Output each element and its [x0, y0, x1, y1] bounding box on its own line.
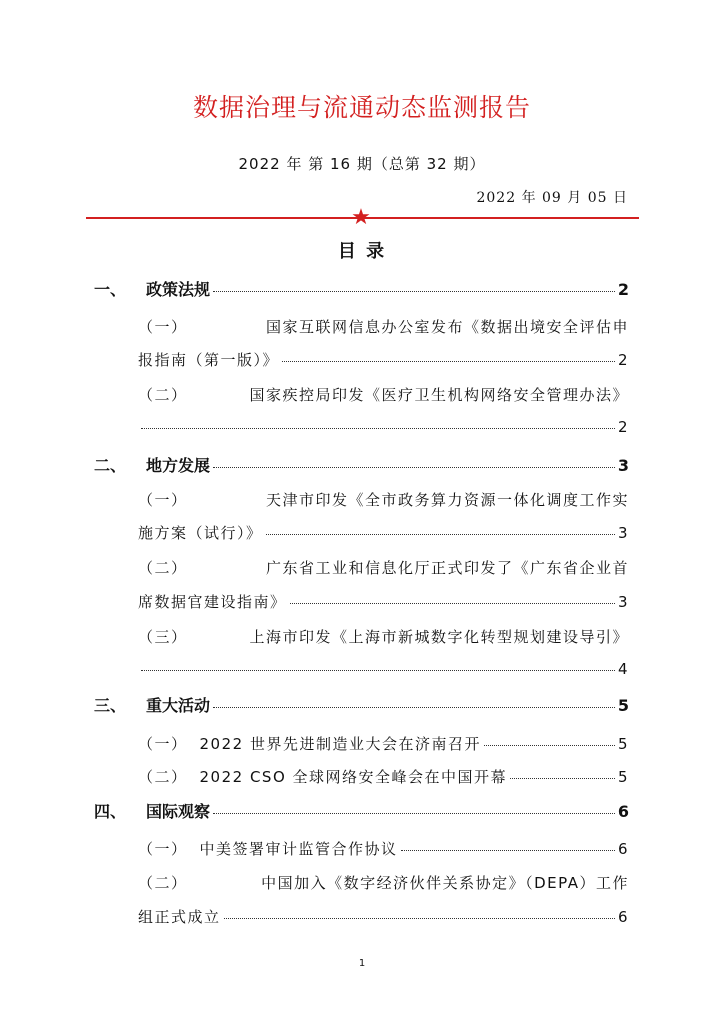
- section-title: 地方发展: [146, 456, 211, 475]
- section-title: 政策法规: [146, 280, 211, 299]
- item-title-line2: 席数据官建设指南》: [138, 593, 287, 611]
- section-number: 三、: [94, 696, 127, 715]
- item-title-line1: 天津市印发《全市政务算力资源一体化调度工作实: [265, 491, 629, 509]
- item-title: 中美签署审计监管合作协议: [199, 840, 398, 858]
- page-ref: 5: [617, 735, 629, 753]
- item-title-line1: 上海市印发《上海市新城数字化转型规划建设导引》: [249, 628, 629, 646]
- section-number: 一、: [94, 280, 127, 299]
- section-title: 国际观察: [146, 802, 211, 821]
- item-number: （二）: [138, 768, 188, 786]
- item-number: （一）: [138, 318, 188, 336]
- toc-item-2-2-cont[interactable]: [138, 591, 629, 612]
- toc-item-2-2[interactable]: [138, 557, 629, 578]
- leader-dots: [213, 291, 615, 292]
- toc-item-2-1-cont[interactable]: [138, 522, 629, 543]
- toc-section-3[interactable]: [94, 693, 629, 716]
- toc-item-1-2-cont[interactable]: [138, 418, 629, 436]
- page-ref: 5: [617, 768, 629, 786]
- page-ref: 2: [617, 418, 629, 436]
- page-ref: 2: [617, 351, 629, 369]
- leader-dots: [290, 603, 615, 604]
- toc-item-4-2[interactable]: [138, 872, 629, 893]
- toc-item-2-3-cont[interactable]: [138, 660, 629, 678]
- page-ref: 4: [617, 660, 629, 678]
- toc-section-1[interactable]: [94, 277, 629, 300]
- toc-item-3-1[interactable]: [138, 733, 629, 754]
- page-ref: 3: [617, 456, 629, 475]
- leader-dots: [141, 670, 615, 671]
- item-number: （三）: [138, 628, 188, 646]
- item-title-line1: 中国加入《数字经济伙伴关系协定》（DEPA）工作: [261, 874, 629, 892]
- section-title: 重大活动: [146, 696, 211, 715]
- leader-dots: [401, 850, 615, 851]
- item-number: （二）: [138, 874, 188, 892]
- item-number: （一）: [138, 491, 188, 509]
- item-title: 2022 世界先进制造业大会在济南召开: [199, 735, 481, 753]
- item-title-line1: 国家疾控局印发《医疗卫生机构网络安全管理办法》: [249, 386, 629, 404]
- item-number: （二）: [138, 559, 188, 577]
- item-title: 2022 CSO 全球网络安全峰会在中国开幕: [199, 768, 508, 786]
- item-number: （一）: [138, 735, 188, 753]
- issue-number: 2022 年 第 16 期（总第 32 期）: [238, 155, 486, 173]
- page-ref: 3: [617, 524, 629, 542]
- toc-item-2-3[interactable]: [138, 626, 629, 647]
- page-ref: 2: [617, 280, 629, 299]
- leader-dots: [266, 534, 615, 535]
- toc-item-1-1[interactable]: [138, 316, 629, 337]
- page-number: 1: [358, 958, 366, 969]
- toc-section-4[interactable]: [94, 799, 629, 822]
- toc-item-3-2[interactable]: [138, 766, 629, 787]
- page-ref: 6: [617, 908, 629, 926]
- item-title-line1: 国家互联网信息办公室发布《数据出境安全评估申: [265, 318, 629, 336]
- toc-heading: 目 录: [337, 241, 387, 262]
- star-icon: ★: [351, 205, 371, 230]
- leader-dots: [213, 467, 615, 468]
- leader-dots: [213, 813, 615, 814]
- page-ref: 6: [617, 802, 629, 821]
- item-number: （一）: [138, 840, 188, 858]
- leader-dots: [484, 745, 615, 746]
- toc-item-4-2-cont[interactable]: [138, 906, 629, 927]
- leader-dots: [224, 918, 615, 919]
- toc-item-2-1[interactable]: [138, 489, 629, 510]
- section-number: 二、: [94, 456, 127, 475]
- item-title-line2: 施方案（试行）》: [138, 524, 263, 542]
- item-number: （二）: [138, 386, 188, 404]
- toc-item-1-2[interactable]: [138, 384, 629, 405]
- toc-section-2[interactable]: [94, 453, 629, 476]
- leader-dots: [141, 428, 615, 429]
- toc-item-1-1-cont[interactable]: [138, 349, 629, 370]
- leader-dots: [282, 361, 615, 362]
- toc-item-4-1[interactable]: [138, 838, 629, 859]
- item-title-line1: 广东省工业和信息化厅正式印发了《广东省企业首: [265, 559, 629, 577]
- section-number: 四、: [94, 802, 127, 821]
- report-title: 数据治理与流通动态监测报告: [192, 93, 531, 122]
- item-title-line2: 组正式成立: [138, 908, 221, 926]
- leader-dots: [510, 778, 615, 779]
- issue-date: 2022 年 09 月 05 日: [476, 190, 628, 206]
- item-title-line2: 报指南（第一版）》: [138, 351, 280, 369]
- page-ref: 3: [617, 593, 629, 611]
- page-ref: 5: [617, 696, 629, 715]
- page-ref: 6: [617, 840, 629, 858]
- leader-dots: [213, 707, 615, 708]
